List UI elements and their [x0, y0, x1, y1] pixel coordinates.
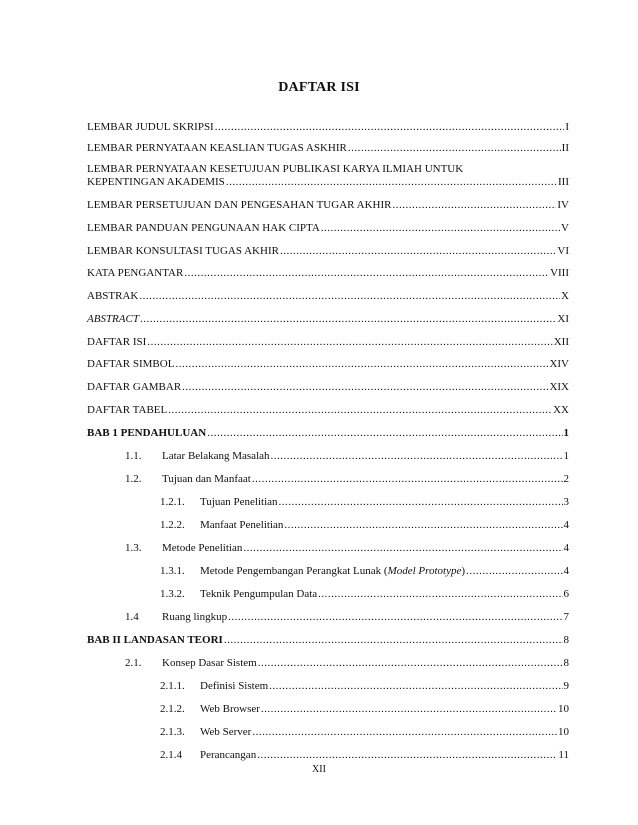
toc-number: 2.1. — [125, 657, 142, 669]
toc-label: Konsep Dasar Sistem — [162, 657, 257, 669]
toc-number: 2.1.1. — [160, 680, 185, 692]
toc-page: XIX — [549, 381, 569, 393]
toc-leader — [168, 404, 552, 417]
toc-leader — [215, 121, 565, 134]
toc-entry[interactable] — [87, 142, 569, 155]
toc-leader — [175, 358, 548, 371]
toc-chapter-entry[interactable] — [87, 634, 569, 647]
toc-page: 4 — [563, 542, 569, 554]
toc-page: II — [561, 142, 569, 154]
toc-label: LEMBAR PANDUAN PENGUNAAN HAK CIPTA — [87, 222, 320, 234]
toc-label: Manfaat Penelitian — [200, 519, 284, 531]
toc-number: 2.1.2. — [160, 703, 185, 715]
toc-subsection-entry[interactable] — [160, 496, 569, 509]
toc-label: Tujuan dan Manfaat — [162, 473, 251, 485]
toc-page: XII — [553, 336, 569, 348]
toc-leader — [228, 611, 562, 624]
toc-page: 8 — [563, 657, 569, 669]
toc-page: 4 — [563, 565, 569, 577]
toc-number: 2.1.4 — [160, 749, 182, 761]
toc-number: 1.2.2. — [160, 519, 185, 531]
toc-subsection-entry[interactable] — [160, 565, 569, 578]
toc-leader — [184, 267, 549, 280]
toc-entry[interactable] — [87, 290, 569, 303]
toc-label: Latar Belakang Masalah — [162, 450, 270, 462]
toc-leader — [348, 142, 561, 155]
toc-label: Definisi Sistem — [200, 680, 269, 692]
toc-page: X — [561, 290, 569, 302]
toc-label: DAFTAR TABEL — [87, 404, 168, 416]
toc-entry[interactable] — [87, 336, 569, 349]
toc-label: Tujuan Penelitian — [200, 496, 278, 508]
toc-subsection-entry[interactable] — [160, 703, 569, 716]
toc-entry[interactable] — [87, 358, 569, 371]
toc-page: XX — [553, 404, 569, 416]
toc-leader — [140, 313, 556, 326]
toc-label: KATA PENGANTAR — [87, 267, 184, 279]
toc-entry[interactable] — [87, 199, 569, 212]
toc-page: 8 — [563, 634, 569, 646]
toc-leader — [261, 703, 557, 716]
toc-entry[interactable] — [87, 245, 569, 258]
toc-page: V — [561, 222, 569, 234]
toc-page: 4 — [563, 519, 569, 531]
toc-label: ABSTRACT — [87, 313, 139, 325]
toc-leader — [252, 726, 557, 739]
toc-leader — [252, 473, 563, 486]
toc-leader — [147, 336, 552, 349]
toc-label-line1: LEMBAR PERNYATAAN KESETUJUAN PUBLIKASI KARYA ILMIAH UNTUK — [87, 163, 464, 175]
toc-page: 6 — [563, 588, 569, 600]
toc-leader — [466, 565, 562, 578]
toc-page: VI — [557, 245, 569, 257]
toc-label: DAFTAR SIMBOL — [87, 358, 175, 370]
toc-leader — [269, 680, 562, 693]
toc-label: Teknik Pengumpulan Data — [200, 588, 318, 600]
toc-number: 1.4 — [125, 611, 139, 623]
toc-leader — [279, 496, 563, 509]
toc-page: VIII — [550, 267, 569, 279]
toc-leader — [258, 657, 563, 670]
toc-section-entry[interactable] — [125, 611, 569, 624]
toc-number: 2.1.3. — [160, 726, 185, 738]
toc-number: 1.3.1. — [160, 565, 185, 577]
toc-leader — [321, 222, 560, 235]
toc-subsection-entry[interactable] — [160, 749, 569, 762]
toc-entry[interactable] — [87, 404, 569, 417]
toc-page: I — [565, 121, 569, 133]
toc-subsection-entry[interactable] — [160, 680, 569, 693]
toc-leader — [257, 749, 557, 762]
toc-entry[interactable] — [87, 313, 569, 326]
toc-label: LEMBAR PERSETUJUAN DAN PENGESAHAN TUGAR AKHIR — [87, 199, 392, 211]
toc-label: BAB II LANDASAN TEORI — [87, 634, 223, 646]
toc-page: 1 — [563, 450, 569, 462]
toc-label: Web Server — [200, 726, 252, 738]
toc-leader — [226, 176, 557, 189]
toc-page: XI — [557, 313, 569, 325]
toc-subsection-entry[interactable] — [160, 588, 569, 601]
toc-page: 10 — [558, 703, 569, 715]
toc-leader — [280, 245, 556, 258]
toc-entry[interactable] — [87, 121, 569, 134]
toc-label: LEMBAR KONSULTASI TUGAS AKHIR — [87, 245, 279, 257]
toc-label: Ruang lingkup — [162, 611, 228, 623]
toc-label — [200, 565, 465, 578]
toc-label-emphasis: Model Prototype — [387, 565, 462, 577]
toc-page: 11 — [558, 749, 569, 761]
toc-page: XIV — [549, 358, 569, 370]
toc-leader — [139, 290, 560, 303]
toc-page: 7 — [563, 611, 569, 623]
toc-page: III — [558, 176, 569, 188]
toc-label: LEMBAR JUDUL SKRIPSI — [87, 121, 214, 133]
toc-leader — [207, 427, 562, 440]
toc-entry[interactable] — [87, 381, 569, 394]
toc-label-text: Metode Pengembangan Perangkat Lunak ( — [200, 565, 388, 577]
toc-page: 9 — [563, 680, 569, 692]
toc-label: DAFTAR ISI — [87, 336, 147, 348]
toc-label: BAB 1 PENDAHULUAN — [87, 427, 207, 439]
page-number: XII — [312, 764, 326, 775]
toc-leader — [318, 588, 562, 601]
toc-page: IV — [557, 199, 569, 211]
toc-label: DAFTAR GAMBAR — [87, 381, 182, 393]
toc-label-text-end: ) — [461, 565, 466, 577]
toc-label: Perancangan — [200, 749, 257, 761]
toc-section-entry[interactable] — [125, 450, 569, 463]
toc-leader — [271, 450, 563, 463]
toc-label: LEMBAR PERNYATAAN KEASLIAN TUGAS ASKHIR — [87, 142, 347, 154]
toc-number: 1.1. — [125, 450, 142, 462]
toc-page: 1 — [563, 427, 569, 439]
toc-label: ABSTRAK — [87, 290, 139, 302]
toc-subsection-entry[interactable] — [160, 519, 569, 532]
toc-entry[interactable] — [87, 163, 569, 189]
toc-label: Web Browser — [200, 703, 260, 715]
page-title: DAFTAR ISI — [278, 80, 360, 95]
toc-page: 2 — [563, 473, 569, 485]
toc-label: Metode Penelitian — [162, 542, 243, 554]
toc-number: 1.3.2. — [160, 588, 185, 600]
toc-page: 3 — [563, 496, 569, 508]
toc-number: 1.2.1. — [160, 496, 185, 508]
toc-entry[interactable] — [87, 267, 569, 280]
toc-section-entry[interactable] — [125, 657, 569, 670]
toc-entry[interactable] — [87, 222, 569, 235]
toc-number: 1.3. — [125, 542, 142, 554]
toc-leader — [284, 519, 562, 532]
toc-number: 1.2. — [125, 473, 142, 485]
toc-section-entry[interactable] — [125, 473, 569, 486]
toc-section-entry[interactable] — [125, 542, 569, 555]
toc-subsection-entry[interactable] — [160, 726, 569, 739]
toc-leader — [392, 199, 556, 212]
toc-leader — [224, 634, 563, 647]
toc-page: 10 — [558, 726, 569, 738]
toc-chapter-entry[interactable] — [87, 427, 569, 440]
toc-leader — [243, 542, 562, 555]
toc-leader — [182, 381, 548, 394]
toc-label: KEPENTINGAN AKADEMIS — [87, 176, 225, 188]
